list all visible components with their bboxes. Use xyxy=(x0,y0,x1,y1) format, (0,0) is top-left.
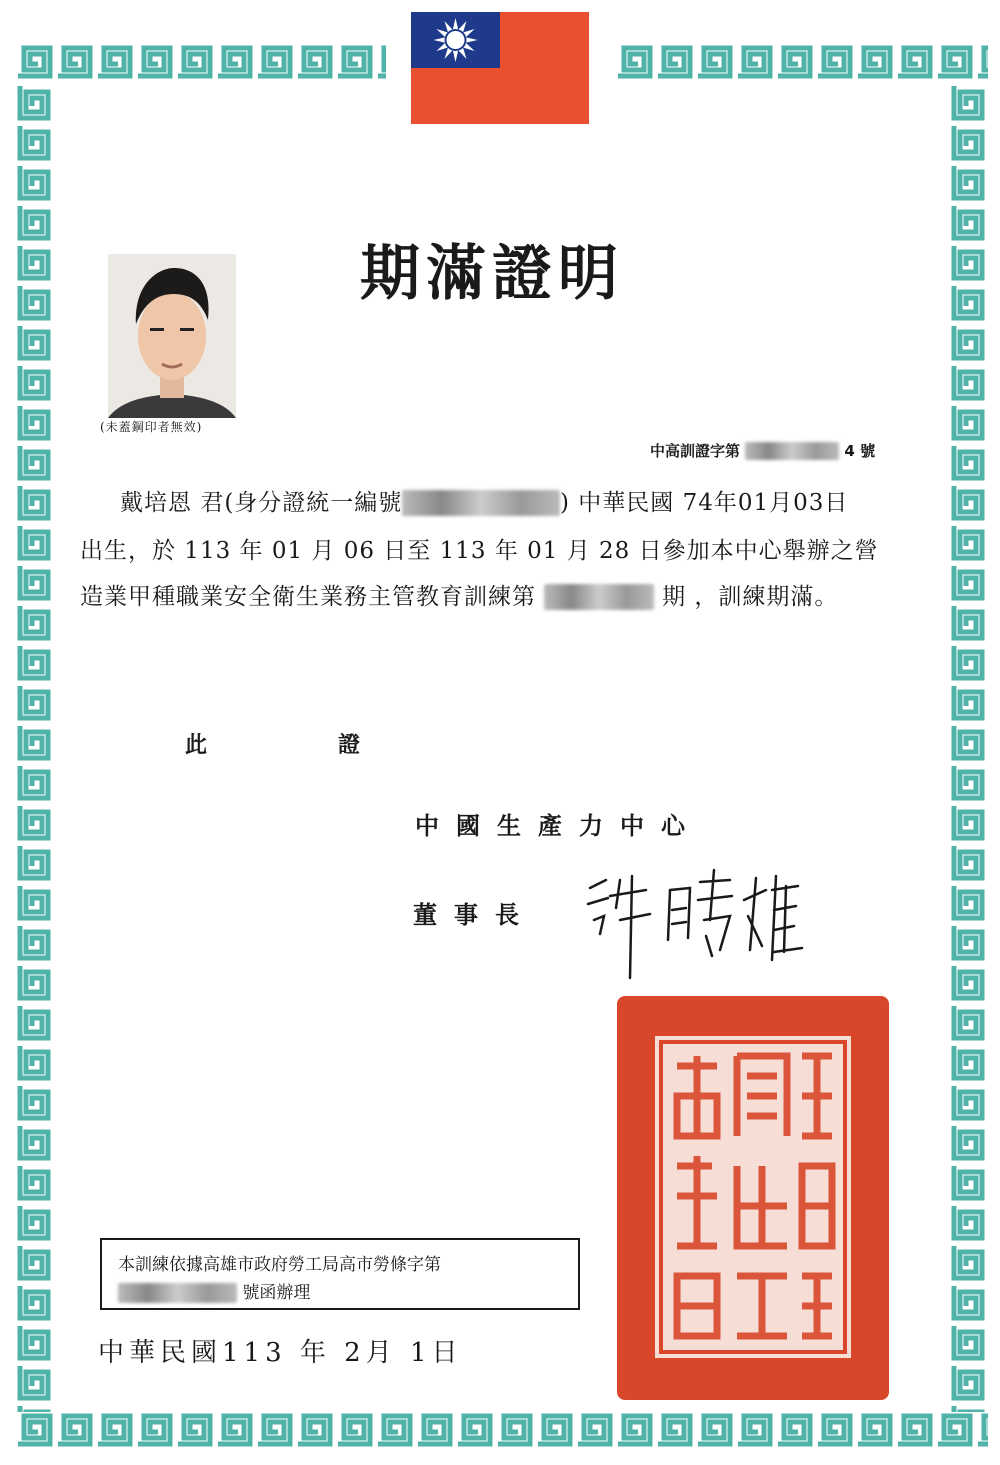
cert-number-redacted xyxy=(745,442,839,460)
greek-key-border-top-right xyxy=(614,42,988,82)
issuing-organization: 中國生產力中心 xyxy=(415,811,702,840)
note-line-2 xyxy=(118,1278,310,1303)
cert-number-prefix: 中高訓證字第 xyxy=(650,442,741,460)
note-line-2-end: 號函辦理 xyxy=(242,1283,311,1303)
roc-flag-icon xyxy=(411,12,589,124)
this-certifies-char-1: 此 xyxy=(185,732,208,758)
body-line-3 xyxy=(80,578,838,611)
id-number-redacted xyxy=(402,490,560,516)
cert-number-suffix: 4 號 xyxy=(844,442,876,460)
certificate-title: 期滿證明 xyxy=(360,239,624,309)
certificate-number xyxy=(650,440,875,461)
greek-key-border-left xyxy=(14,82,54,1412)
legal-basis-note xyxy=(100,1238,580,1310)
recipient-name: 戴培恩 xyxy=(120,490,192,516)
body-line-1 xyxy=(120,484,848,517)
photo-caption: (未蓋鋼印者無效) xyxy=(100,420,203,434)
greek-key-border-bottom xyxy=(14,1410,988,1450)
note-doc-number-redacted xyxy=(118,1283,237,1303)
greek-key-border-right xyxy=(948,82,988,1412)
note-line-1: 本訓練依據高雄市政府勞工局高市勞條字第 xyxy=(118,1255,441,1275)
body-line-2: 出生，於 113 年 01 月 06 日至 113 年 01 月 28 日參加本中心舉辦之營 xyxy=(80,538,879,564)
portrait-photo xyxy=(108,254,236,418)
honorific-text: 君(身分證統一編號 xyxy=(200,490,403,516)
issue-date: 中華民國113 年 2月 1日 xyxy=(98,1338,463,1368)
chairman-title: 董事長 xyxy=(413,900,536,929)
chairman-signature xyxy=(580,860,810,980)
session-number-redacted xyxy=(544,584,653,610)
course-name: 造業甲種職業安全衛生業務主管教育訓練第 xyxy=(80,584,536,610)
official-seal xyxy=(617,996,889,1400)
this-certifies-char-2: 證 xyxy=(338,732,361,758)
birth-date-text: ) 中華民國 74年01月03日 xyxy=(559,490,849,516)
greek-key-border-top-left xyxy=(14,42,386,82)
completion-text: 期 ，訓練期滿。 xyxy=(662,584,839,610)
